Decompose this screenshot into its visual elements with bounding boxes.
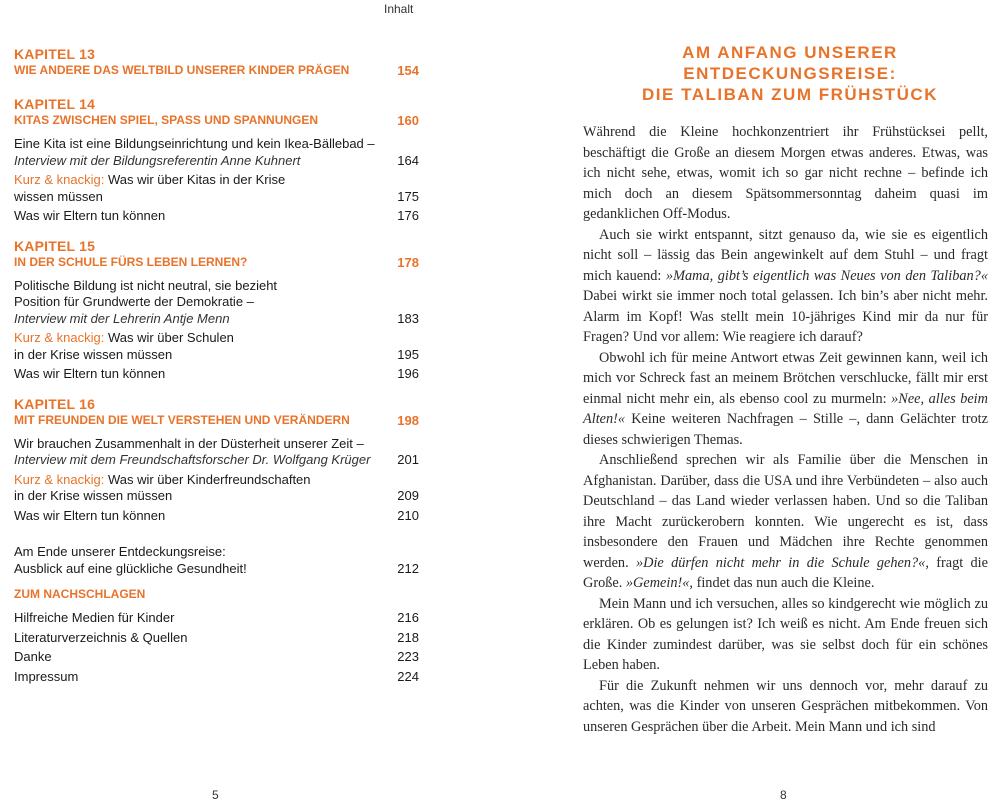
- toc-entry[interactable]: [14, 472, 419, 505]
- toc-entry[interactable]: [14, 610, 419, 627]
- toc-entry-text: Impressum: [14, 668, 79, 684]
- toc-entry-text: Was wir Eltern tun können: [14, 208, 166, 223]
- toc-entry-page: 218: [397, 629, 419, 645]
- toc-entry-text: Politische Bildung ist nicht neutral, sie bezieht: [14, 277, 278, 293]
- quote: »Mama, gibt’s eigentlich was Neues von den Taliban?«: [665, 267, 988, 284]
- toc-entry-text: Danke: [14, 649, 52, 664]
- chapter-16-heading: KAPITEL 16: [14, 395, 96, 412]
- toc-entry[interactable]: [14, 330, 419, 363]
- paragraph-text: , fragt die Große.: [583, 554, 988, 591]
- toc-entry-text-continued: Position für Grundwerte der Demokratie –: [14, 294, 254, 309]
- toc-entry[interactable]: [14, 278, 419, 328]
- paragraph-text: Auch sie wirkt entspannt, sitzt genauso da, wie sie es eigentlich nicht soll – lässig das Bein angewinkelt auf dem Stuhl – und fragt mich kauend:: [583, 226, 988, 284]
- chapter-16-page: 198: [397, 412, 419, 428]
- paragraph-3: [583, 348, 988, 451]
- toc-entry-text: Eine Kita ist eine Bildungseinrichtung und kein Ikea-Bällebad –: [14, 136, 375, 151]
- paragraph-text: Anschließend sprechen wir als Familie über die Menschen in Afghanistan. Darüber, dass die USA und ihre Verbündeten – also auch Deutschland – das Land wieder verlassen haben. Und so die Taliban ihre Macht zurückerobern konnten. Wie ungerecht es ist, dass insbesondere den Frauen und Mädchen ihre Rechte genommen werden.: [583, 452, 988, 571]
- left-page: [0, 0, 460, 800]
- paragraph-text: Keine weiteren Nachfragen – Stille –, dann Gelächter trotz dieses schwierigen Themas.: [583, 411, 988, 448]
- chapter-15-title[interactable]: [14, 255, 419, 270]
- toc-entry[interactable]: [14, 649, 419, 666]
- toc-entry[interactable]: [14, 508, 419, 525]
- paragraph-5: Mein Mann und ich versuchen, alles so kindgerecht wie möglich zu erklären. Ob es gelungen ist? Ich weiß es nicht. Am Ende freuen sich die Kinder zumindest darüber, was sie selbst doch für ein schönes Leben haben.: [583, 595, 988, 673]
- chapter-14-title-text: KITAS ZWISCHEN SPIEL, SPASS UND SPANNUNGEN: [14, 113, 319, 127]
- paragraph-6: Für die Zukunft nehmen wir uns dennoch vor, mehr darauf zu achten, was die Kinder von unseren Gesprächen mitbekommen. Von unseren Gesprächen über die Arbeit. Mein Mann und ich sind: [583, 677, 988, 735]
- quote: »Nee, alles beim Alten!«: [583, 390, 988, 427]
- page-number-left: 5: [212, 788, 219, 802]
- toc-entry-text-continued: wissen müssen: [14, 188, 103, 204]
- toc-entry-page: 223: [397, 649, 419, 664]
- chapter-16-title-text: MIT FREUNDEN DIE WELT VERSTEHEN UND VERÄNDERN: [14, 412, 350, 427]
- toc-entry-page: 183: [397, 310, 419, 326]
- page-number-right: 8: [780, 788, 787, 802]
- toc-entry[interactable]: [14, 436, 419, 469]
- toc-entry-page: 164: [397, 152, 419, 168]
- toc-entry-page: 201: [397, 452, 419, 467]
- chapter-16-title[interactable]: [14, 413, 419, 428]
- reference-heading: [14, 587, 419, 602]
- chapter-14-page: 160: [397, 113, 419, 128]
- chapter-15-page: 178: [397, 254, 419, 270]
- toc-entry[interactable]: [14, 630, 419, 647]
- toc-entry-page: 210: [397, 507, 419, 523]
- toc-entry-text: Wir brauchen Zusammenhalt in der Düsterheit unserer Zeit –: [14, 435, 364, 451]
- chapter-title-line-2: ENTDECKUNGSREISE:: [683, 64, 897, 83]
- toc-entry-text: Am Ende unserer Entdeckungsreise:: [14, 544, 226, 559]
- quote: »Die dürfen nicht mehr in die Schule gehen?«: [635, 554, 926, 571]
- toc-entry-text: Was wir Eltern tun können: [14, 507, 166, 523]
- quote: »Gemein!«: [625, 575, 690, 591]
- paragraph-text: Obwohl ich für meine Antwort etwas Zeit gewinnen kann, weil ich mich vor Schreck fast an meinem Brötchen verschlucke, fällt mir erst einmal nicht mehr ein, als ebenso cool zu murmeln:: [583, 349, 988, 407]
- kurz-knackig-label: Kurz & knackig:: [14, 330, 105, 345]
- chapter-13-heading: KAPITEL 13: [14, 46, 96, 62]
- toc-entry[interactable]: [14, 172, 419, 205]
- toc-entry-ending[interactable]: [14, 544, 419, 577]
- toc-entry-text: Was wir über Schulen: [107, 330, 234, 345]
- chapter-title-line-3: DIE TALIBAN ZUM FRÜHSTÜCK: [642, 85, 938, 104]
- chapter-15-heading: KAPITEL 15: [14, 237, 96, 254]
- chapter-title: [580, 42, 1000, 105]
- toc-entry-text: Was wir Eltern tun können: [14, 366, 166, 381]
- toc-entry-page: 212: [397, 560, 419, 576]
- chapter-13-page: 154: [397, 63, 419, 78]
- chapter-14-heading: KAPITEL 14: [14, 96, 96, 112]
- chapter-title-line-1: AM ANFANG UNSERER: [682, 43, 898, 62]
- paragraph-text: Dabei wirkt sie immer noch total gelassen. Ich bin’s aber nicht mehr. Alarm im Kopf! Was stellt mein 10-jähriges Kind mir da nur für Fragen? Und vor allem: Wie reagiere ich darauf?: [583, 288, 988, 345]
- running-head: Inhalt: [384, 2, 414, 16]
- toc-entry[interactable]: [14, 366, 419, 383]
- paragraph-2: [583, 225, 988, 348]
- toc-entry-page: 196: [397, 366, 419, 381]
- table-of-contents: [14, 46, 419, 685]
- toc-entry-page: 195: [397, 346, 419, 362]
- toc-entry-text: Literaturverzeichnis & Quellen: [14, 629, 188, 645]
- toc-entry-page: 224: [397, 668, 419, 684]
- toc-entry[interactable]: [14, 669, 419, 686]
- toc-entry-text-continued: in der Krise wissen müssen: [14, 346, 173, 362]
- chapter-13-title[interactable]: [14, 63, 419, 78]
- chapter-15-title-text: IN DER SCHULE FÜRS LEBEN LERNEN?: [14, 254, 248, 269]
- kurz-knackig-label: Kurz & knackig:: [14, 172, 105, 187]
- toc-entry-subtitle: Interview mit der Lehrerin Antje Menn: [14, 310, 230, 326]
- paragraph-4: [583, 450, 988, 594]
- paragraph-text: , findet das nun auch die Kleine.: [689, 575, 875, 591]
- toc-entry-page: 175: [397, 188, 419, 204]
- toc-entry-page: 216: [397, 610, 419, 625]
- body-text: [583, 122, 988, 737]
- toc-entry-text: Was wir über Kinderfreundschaften: [107, 471, 311, 487]
- toc-entry-subtitle: Interview mit dem Freundschaftsforscher Dr. Wolfgang Krüger: [14, 452, 371, 467]
- paragraph-1: Während die Kleine hochkonzentriert ihr Frühstücksei pellt, beschäftigt die Große an diesem Morgen etwas anderes. Etwas, was ich nicht sehe, etwas, womit ich so gar nicht rechne – befinde ich mich doch an diesem Spätsommersonntag daheim quasi im gedanklichen Off-Modus.: [583, 124, 988, 222]
- chapter-13-title-text: WIE ANDERE DAS WELTBILD UNSERER KINDER PRÄGEN: [14, 63, 350, 77]
- kurz-knackig-label: Kurz & knackig:: [14, 471, 105, 487]
- toc-entry-text-continued: in der Krise wissen müssen: [14, 488, 173, 503]
- toc-entry-page: 209: [397, 488, 419, 503]
- toc-entry-page: 176: [397, 208, 419, 223]
- toc-entry[interactable]: [14, 208, 419, 225]
- toc-entry[interactable]: [14, 136, 419, 169]
- toc-entry-text-continued: Ausblick auf eine glückliche Gesundheit!: [14, 560, 247, 576]
- toc-entry-text: Was wir über Kitas in der Krise: [107, 172, 286, 187]
- toc-entry-subtitle: Interview mit der Bildungsreferentin Anne Kuhnert: [14, 152, 301, 168]
- reference-heading-text: ZUM NACHSCHLAGEN: [14, 587, 146, 601]
- chapter-14-title[interactable]: [14, 113, 419, 128]
- toc-entry-text: Hilfreiche Medien für Kinder: [14, 610, 175, 625]
